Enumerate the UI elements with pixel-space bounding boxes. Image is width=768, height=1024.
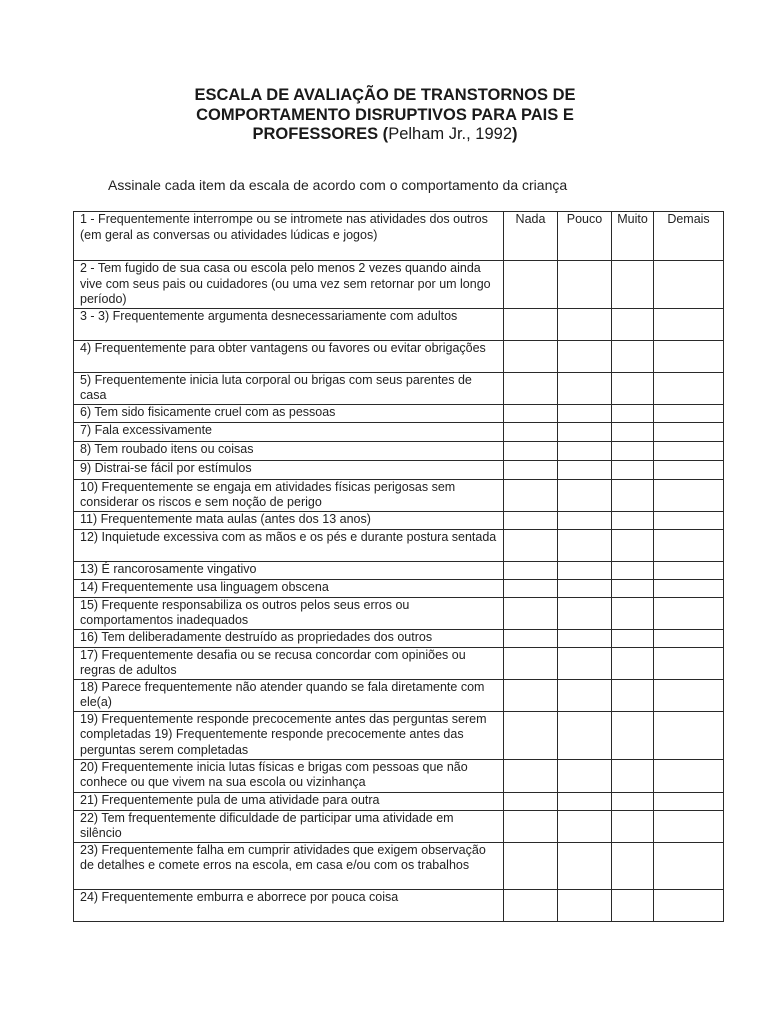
item-text: 5) Frequentemente inicia luta corporal ou brigas com seus parentes de casa: [74, 372, 504, 404]
item-text: 11) Frequentemente mata aulas (antes dos 13 anos): [74, 511, 504, 529]
rating-cell-pouco[interactable]: [558, 597, 612, 629]
rating-cell-pouco[interactable]: [558, 842, 612, 889]
table-row: [74, 529, 724, 561]
rating-cell-demais[interactable]: [654, 810, 724, 842]
item-text: 24) Frequentemente emburra e aborrece por pouca coisa: [74, 889, 504, 921]
table-row: [74, 460, 724, 479]
item-text: 2 - Tem fugido de sua casa ou escola pelo menos 2 vezes quando ainda vive com seus pais ou cuidadores (ou uma vez sem retornar por um longo período): [74, 261, 504, 309]
table-row: [74, 792, 724, 810]
item-text: 17) Frequentemente desafia ou se recusa concordar com opiniões ou regras de adultos: [74, 647, 504, 679]
item-text: 12) Inquietude excessiva com as mãos e os pés e durante postura sentada: [74, 529, 504, 561]
rating-cell-demais[interactable]: [654, 261, 724, 309]
rating-cell-demais[interactable]: [654, 629, 724, 647]
item-text: 7) Fala excessivamente: [74, 422, 504, 441]
rating-cell-nada[interactable]: [504, 597, 558, 629]
rating-cell-nada[interactable]: [504, 579, 558, 597]
table-row: [74, 561, 724, 579]
table-row: [74, 679, 724, 711]
rating-cell-nada[interactable]: [504, 372, 558, 404]
rating-cell-muito[interactable]: [612, 759, 654, 792]
table-row: [74, 404, 724, 422]
document-title: [120, 86, 650, 145]
rating-cell-demais[interactable]: [654, 842, 724, 889]
rating-cell-demais[interactable]: [654, 647, 724, 679]
rating-cell-pouco[interactable]: [558, 261, 612, 309]
rating-cell-pouco[interactable]: [558, 792, 612, 810]
rating-cell-pouco[interactable]: [558, 679, 612, 711]
rating-cell-demais[interactable]: [654, 422, 724, 441]
rating-cell-muito[interactable]: [612, 529, 654, 561]
rating-cell-pouco[interactable]: [558, 479, 612, 511]
table-row: [74, 261, 724, 309]
rating-cell-nada[interactable]: [504, 422, 558, 441]
rating-cell-demais[interactable]: [654, 511, 724, 529]
rating-cell-nada[interactable]: [504, 308, 558, 340]
rating-cell-pouco[interactable]: [558, 340, 612, 372]
rating-cell-demais[interactable]: [654, 711, 724, 759]
item-text: 9) Distrai-se fácil por estímulos: [74, 460, 504, 479]
rating-cell-demais[interactable]: [654, 597, 724, 629]
rating-cell-nada[interactable]: [504, 647, 558, 679]
title-line-3-end: ): [512, 125, 518, 143]
rating-cell-muito[interactable]: [612, 561, 654, 579]
item-text: 21) Frequentemente pula de uma atividade para outra: [74, 792, 504, 810]
rating-cell-muito[interactable]: [612, 460, 654, 479]
rating-cell-pouco[interactable]: [558, 460, 612, 479]
rating-cell-muito[interactable]: [612, 511, 654, 529]
item-text: 10) Frequentemente se engaja em atividades físicas perigosas sem considerar os riscos e sem noção de perigo: [74, 479, 504, 511]
rating-cell-pouco[interactable]: [558, 889, 612, 921]
rating-cell-muito[interactable]: [612, 422, 654, 441]
rating-cell-demais[interactable]: [654, 792, 724, 810]
item-text: 23) Frequentemente falha em cumprir atividades que exigem observação de detalhes e comete erros na escola, em casa e/ou com os trabalhos: [74, 842, 504, 889]
rating-cell-muito[interactable]: [612, 579, 654, 597]
rating-cell-nada[interactable]: [504, 759, 558, 792]
title-line-2: COMPORTAMENTO DISRUPTIVOS PARA PAIS E: [196, 105, 574, 124]
item-text: 3 - 3) Frequentemente argumenta desnecessariamente com adultos: [74, 308, 504, 340]
rating-cell-pouco[interactable]: [558, 810, 612, 842]
title-line-1: ESCALA DE AVALIAÇÃO DE TRANSTORNOS DE: [194, 86, 576, 104]
table-row: [74, 810, 724, 842]
rating-cell-muito[interactable]: [612, 842, 654, 889]
rating-cell-demais[interactable]: [654, 579, 724, 597]
rating-cell-demais[interactable]: [654, 340, 724, 372]
column-header-pouco: Pouco: [558, 212, 612, 261]
rating-cell-muito[interactable]: [612, 647, 654, 679]
rating-cell-pouco[interactable]: [558, 647, 612, 679]
rating-cell-muito[interactable]: [612, 792, 654, 810]
rating-cell-nada[interactable]: [504, 404, 558, 422]
rating-cell-muito[interactable]: [612, 308, 654, 340]
rating-cell-pouco[interactable]: [558, 579, 612, 597]
rating-cell-demais[interactable]: [654, 529, 724, 561]
column-header-nada: Nada: [504, 212, 558, 261]
rating-cell-nada[interactable]: [504, 629, 558, 647]
table-row: [74, 759, 724, 792]
instruction-text: Assinale cada item da escala de acordo com o comportamento da criança: [108, 177, 568, 193]
rating-cell-nada[interactable]: [504, 679, 558, 711]
rating-cell-pouco[interactable]: [558, 422, 612, 441]
rating-cell-muito[interactable]: [612, 372, 654, 404]
rating-cell-demais[interactable]: [654, 561, 724, 579]
rating-cell-pouco[interactable]: [558, 372, 612, 404]
rating-cell-demais[interactable]: [654, 372, 724, 404]
rating-cell-nada[interactable]: [504, 561, 558, 579]
rating-cell-muito[interactable]: [612, 340, 654, 372]
rating-cell-nada[interactable]: [504, 511, 558, 529]
item-text: 6) Tem sido fisicamente cruel com as pessoas: [74, 404, 504, 422]
rating-cell-muito[interactable]: [612, 441, 654, 460]
table-row: [74, 441, 724, 460]
rating-cell-muito[interactable]: [612, 679, 654, 711]
rating-cell-pouco[interactable]: [558, 308, 612, 340]
item-text: 16) Tem deliberadamente destruído as propriedades dos outros: [74, 629, 504, 647]
table-row: [74, 372, 724, 404]
table-row: [74, 711, 724, 759]
rating-cell-nada[interactable]: [504, 810, 558, 842]
table-row: [74, 579, 724, 597]
item-text: 8) Tem roubado itens ou coisas: [74, 441, 504, 460]
table-row: [74, 340, 724, 372]
rating-cell-muito[interactable]: [612, 404, 654, 422]
rating-cell-pouco[interactable]: [558, 561, 612, 579]
item-text: 4) Frequentemente para obter vantagens ou favores ou evitar obrigações: [74, 340, 504, 372]
item-text: 13) É rancorosamente vingativo: [74, 561, 504, 579]
rating-cell-pouco[interactable]: [558, 759, 612, 792]
table-row: [74, 629, 724, 647]
item-text: 20) Frequentemente inicia lutas físicas e brigas com pessoas que não conhece ou que vivem na sua escola ou vizinhança: [74, 759, 504, 792]
rating-cell-nada[interactable]: [504, 842, 558, 889]
rating-cell-muito[interactable]: [612, 597, 654, 629]
rating-scale-table: [73, 211, 724, 922]
item-text: 18) Parece frequentemente não atender quando se fala diretamente com ele(a): [74, 679, 504, 711]
rating-cell-muito[interactable]: [612, 629, 654, 647]
rating-cell-nada[interactable]: [504, 529, 558, 561]
table-row: [74, 511, 724, 529]
column-header-demais: Demais: [654, 212, 724, 261]
rating-cell-pouco[interactable]: [558, 529, 612, 561]
table-row: [74, 308, 724, 340]
rating-cell-pouco[interactable]: [558, 511, 612, 529]
item-text: 1 - Frequentemente interrompe ou se intromete nas atividades dos outros (em geral as conversas ou atividades lúdicas e jogos): [74, 212, 504, 261]
rating-cell-demais[interactable]: [654, 404, 724, 422]
title-citation: Pelham Jr., 1992: [388, 125, 513, 143]
title-line-3-start: PROFESSORES (: [252, 125, 389, 143]
item-text: 19) Frequentemente responde precocemente antes das perguntas serem completadas 19) Frequentemente responde precocemente antes das perguntas serem completadas: [74, 711, 504, 759]
rating-cell-demais[interactable]: [654, 759, 724, 792]
rating-cell-nada[interactable]: [504, 711, 558, 759]
column-header-muito: Muito: [612, 212, 654, 261]
rating-cell-nada[interactable]: [504, 889, 558, 921]
rating-cell-pouco[interactable]: [558, 711, 612, 759]
rating-cell-nada[interactable]: [504, 460, 558, 479]
rating-cell-demais[interactable]: [654, 460, 724, 479]
table-row: [74, 422, 724, 441]
rating-cell-nada[interactable]: [504, 261, 558, 309]
rating-cell-muito[interactable]: [612, 711, 654, 759]
rating-cell-muito[interactable]: [612, 810, 654, 842]
table-row: [74, 647, 724, 679]
rating-cell-nada[interactable]: [504, 340, 558, 372]
rating-cell-demais[interactable]: [654, 308, 724, 340]
table-row: [74, 597, 724, 629]
rating-cell-nada[interactable]: [504, 479, 558, 511]
table-row: [74, 889, 724, 921]
rating-cell-demais[interactable]: [654, 479, 724, 511]
rating-cell-muito[interactable]: [612, 261, 654, 309]
table-row: [74, 842, 724, 889]
rating-cell-demais[interactable]: [654, 679, 724, 711]
rating-cell-pouco[interactable]: [558, 404, 612, 422]
rating-cell-demais[interactable]: [654, 441, 724, 460]
item-text: 22) Tem frequentemente dificuldade de participar uma atividade em silêncio: [74, 810, 504, 842]
rating-cell-muito[interactable]: [612, 889, 654, 921]
rating-cell-pouco[interactable]: [558, 629, 612, 647]
table-row: [74, 479, 724, 511]
rating-cell-demais[interactable]: [654, 889, 724, 921]
item-text: 14) Frequentemente usa linguagem obscena: [74, 579, 504, 597]
rating-cell-nada[interactable]: [504, 792, 558, 810]
rating-cell-nada[interactable]: [504, 441, 558, 460]
table-row: [74, 212, 724, 261]
item-text: 15) Frequente responsabiliza os outros pelos seus erros ou comportamentos inadequados: [74, 597, 504, 629]
rating-cell-pouco[interactable]: [558, 441, 612, 460]
rating-cell-muito[interactable]: [612, 479, 654, 511]
